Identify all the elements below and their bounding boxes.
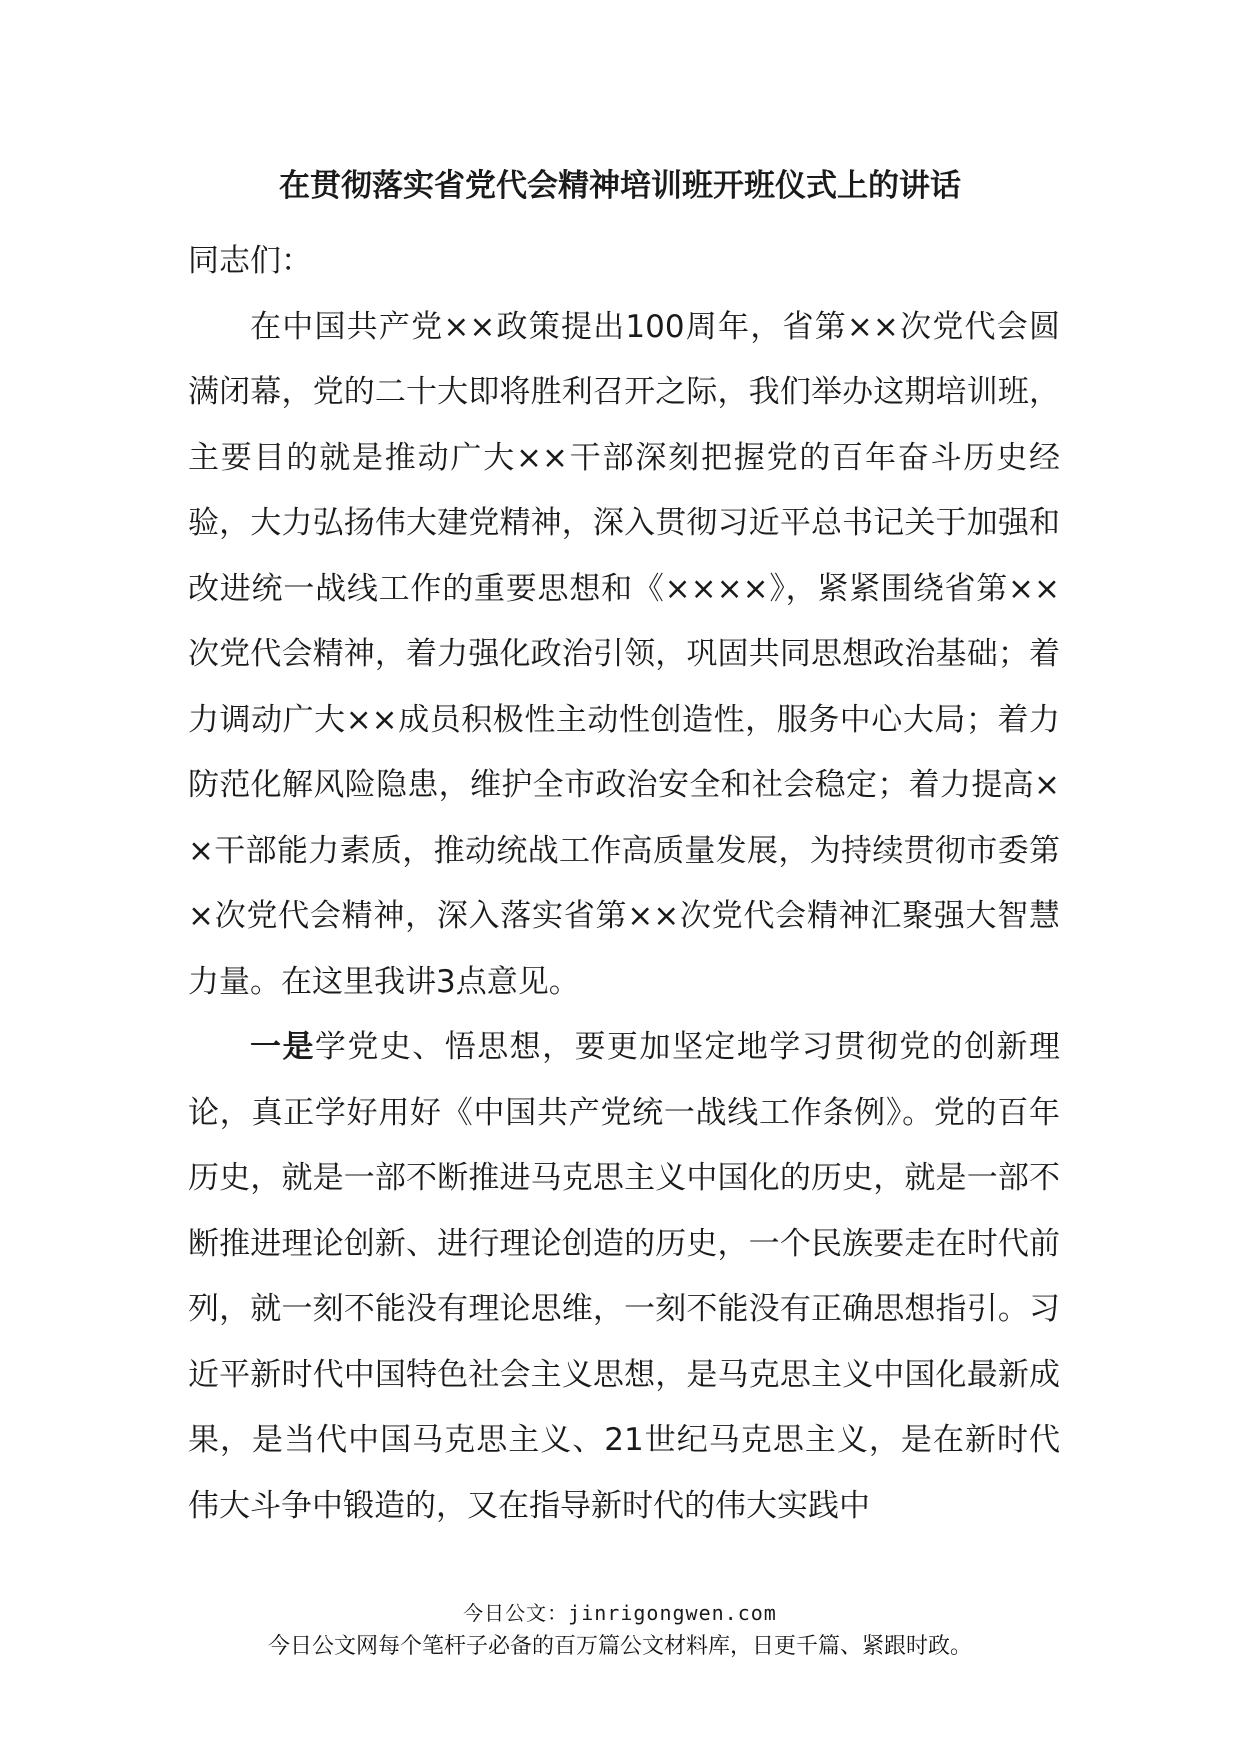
- paragraph-2-lead: 一是: [250, 1029, 315, 1065]
- footer-site-line: [0, 1598, 1240, 1628]
- paragraph-2: [188, 1015, 1060, 1539]
- footer-site-link[interactable]: jinrigongwen.com: [568, 1601, 777, 1625]
- paragraph-1: 在中国共产党××政策提出100周年，省第××次党代会圆满闭幕，党的二十大即将胜利召开之际，我们举办这期培训班，主要目的就是推动广大××干部深刻把握党的百年奋斗历史经验，大力弘扬伟大建党精神，深入贯彻习近平总书记关于加强和改进统一战线工作的重要思想和《××××》，紧紧围绕省第××次党代会精神，着力强化政治引领，巩固共同思想政治基础；着力调动广大××成员积极性主动性创造性，服务中心大局；着力防范化解风险隐患，维护全市政治安全和社会稳定；着力提高××干部能力素质，推动统战工作高质量发展，为持续贯彻市委第×次党代会精神，深入落实省第××次党代会精神汇聚强大智慧力量。在这里我讲3点意见。: [188, 308, 1060, 1000]
- paragraph-2-text: 学党史、悟思想，要更加坚定地学习贯彻党的创新理论，真正学好用好《中国共产党统一战线工作条例》。党的百年历史，就是一部不断推进马克思主义中国化的历史，就是一部不断推进理论创新、进行理论创造的历史，一个民族要走在时代前列，就一刻不能没有理论思维，一刻不能没有正确思想指引。习近平新时代中国特色社会主义思想，是马克思主义中国化最新成果，是当代中国马克思主义、21世纪马克思主义，是在新时代伟大斗争中锻造的，又在指导新时代的伟大实践中: [188, 1029, 1061, 1524]
- document-body: [188, 229, 1060, 1539]
- document-title: 在贯彻落实省党代会精神培训班开班仪式上的讲话: [279, 168, 961, 204]
- salutation: 同志们：: [188, 243, 312, 279]
- footer-site-label: 今日公文：: [463, 1601, 569, 1625]
- footer-slogan: 今日公文网每个笔杆子必备的百万篇公文材料库，日更千篇、紧跟时政。: [267, 1634, 972, 1659]
- footer: [0, 1598, 1240, 1664]
